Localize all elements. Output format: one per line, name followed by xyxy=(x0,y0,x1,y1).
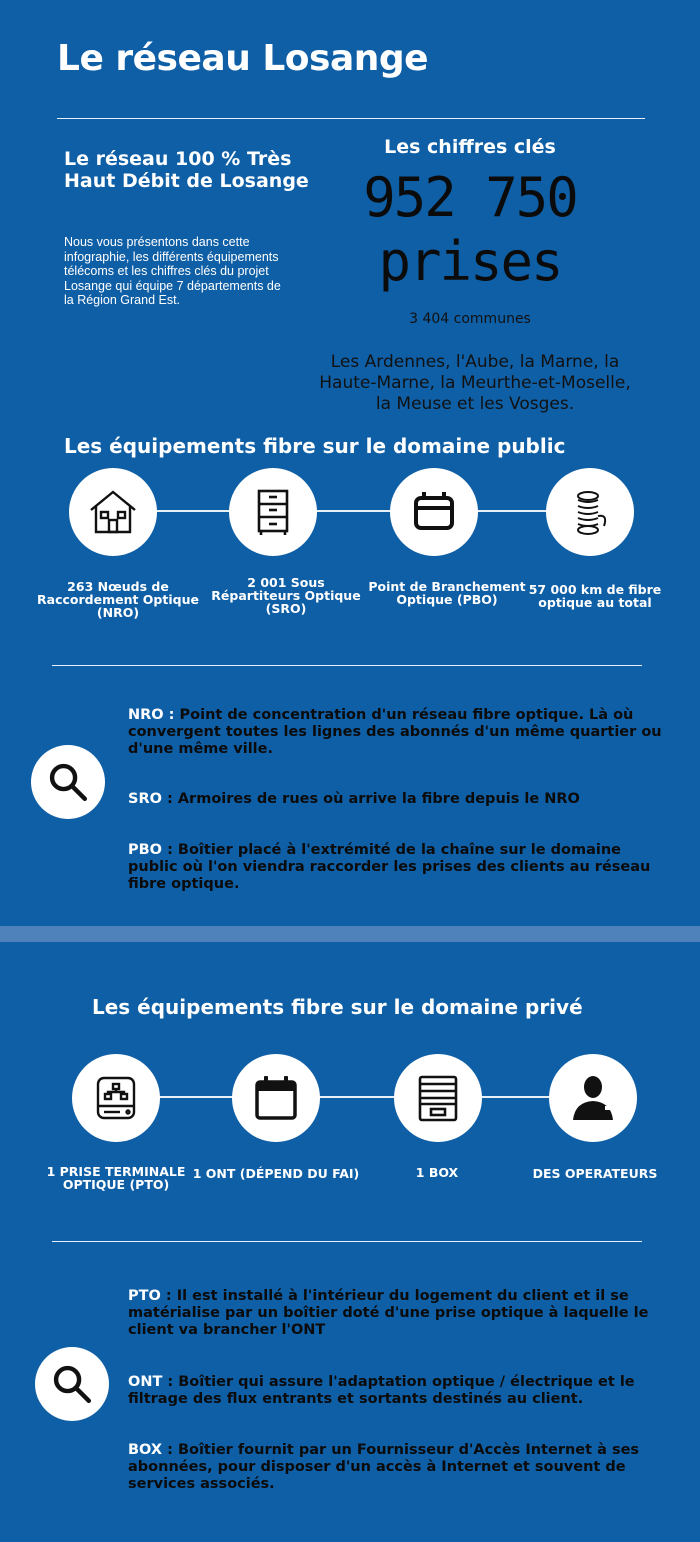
definition-text: : Boîtier fournit par un Fournisseur d'Accès Internet à ses abonnées, pour disposer d'un accès à Internet et souvent de services associés. xyxy=(128,1442,640,1492)
key-figures-heading: Les chiffres clés xyxy=(384,136,556,158)
pto-label: 1 PRISE TERMINALE OPTIQUE (PTO) xyxy=(46,1164,186,1192)
definition-term: PTO xyxy=(128,1288,161,1304)
definition-text: : Il est installé à l'intérieur du logement du client et il se matérialise par un boîtier doté d'une prise optique à laquelle le client va brancher l'ONT xyxy=(128,1288,649,1338)
box-device-circle xyxy=(394,1054,482,1142)
magnifier-circle xyxy=(35,1347,109,1421)
box-icon xyxy=(408,486,460,538)
communes-count: 3 404 communes xyxy=(409,311,531,327)
operators-circle xyxy=(549,1054,637,1142)
page-title: Le réseau Losange xyxy=(57,38,429,79)
ont-label: 1 ONT (DÉPEND DU FAI) xyxy=(192,1166,360,1181)
fiber-circle xyxy=(546,468,634,556)
definition-box xyxy=(128,1442,668,1493)
departments-list: Les Ardennes, l'Aube, la Marne, la Haute-Marne, la Meurthe-et-Moselle, la Meuse et les Vosges. xyxy=(319,352,631,414)
cable-spool-icon xyxy=(564,486,616,538)
public-heading: Les équipements fibre sur le domaine public xyxy=(64,434,566,458)
network-drive-icon xyxy=(90,1072,142,1124)
pbo-circle xyxy=(390,468,478,556)
definition-nro xyxy=(128,707,668,758)
key-figure-count: 952 750 xyxy=(363,166,577,229)
definition-ont xyxy=(128,1374,668,1408)
pbo-label: Point de Branchement Optique (PBO) xyxy=(368,579,526,607)
operators-label: DES OPERATEURS xyxy=(532,1166,658,1181)
file-cabinet-icon xyxy=(412,1072,464,1124)
divider xyxy=(57,118,645,119)
divider xyxy=(52,665,642,666)
intro-text: Nous vous présentons dans cette infographie, les différents équipements télécoms et les chiffres clés du projet Losange qui équipe 7 départements de la Région Grand Est. xyxy=(64,235,281,307)
search-icon xyxy=(45,759,91,805)
connector-line xyxy=(150,1096,590,1098)
calendar-icon xyxy=(250,1072,302,1124)
house-icon xyxy=(87,486,139,538)
definition-pto xyxy=(128,1288,668,1339)
operator-icon xyxy=(567,1072,619,1124)
definition-term: SRO xyxy=(128,791,162,807)
fiber-label: 57 000 km de fibre optique au total xyxy=(528,582,662,610)
definition-text: : Boîtier placé à l'extrémité de la chaîne sur le domaine public où l'on viendra raccorder les prises des clients au réseau fibre optique. xyxy=(128,842,651,892)
definition-term: NRO : xyxy=(128,707,175,723)
definition-text: : Boîtier qui assure l'adaptation optique / électrique et le filtrage des flux entrants et sortants destinés au client. xyxy=(128,1374,635,1407)
sro-label: 2 001 Sous Répartiteurs Optique (SRO) xyxy=(211,575,361,616)
cabinet-icon xyxy=(247,486,299,538)
connector-line xyxy=(150,510,590,512)
nro-label: 263 Nœuds de Raccordement Optique (NRO) xyxy=(37,579,199,620)
pto-circle xyxy=(72,1054,160,1142)
definition-text: : Armoires de rues où arrive la fibre depuis le NRO xyxy=(161,791,580,807)
sro-circle xyxy=(229,468,317,556)
box-label: 1 BOX xyxy=(415,1165,459,1180)
definition-text: Point de concentration d'un réseau fibre optique. Là où convergent toutes les lignes des abonnés d'un même quartier ou d'une même ville. xyxy=(128,707,662,757)
key-figure-unit: prises xyxy=(378,230,562,293)
intro-heading: Le réseau 100 % Très Haut Débit de Losange xyxy=(64,148,309,192)
definition-term: BOX xyxy=(128,1442,163,1458)
section-separator xyxy=(0,926,700,942)
definition-pbo xyxy=(128,842,668,893)
divider xyxy=(52,1241,642,1242)
definition-term: ONT xyxy=(128,1374,163,1390)
definition-term: PBO xyxy=(128,842,163,858)
nro-circle xyxy=(69,468,157,556)
magnifier-circle xyxy=(31,745,105,819)
ont-circle xyxy=(232,1054,320,1142)
definition-sro xyxy=(128,791,668,808)
private-heading: Les équipements fibre sur le domaine privé xyxy=(92,995,583,1019)
search-icon xyxy=(49,1361,95,1407)
